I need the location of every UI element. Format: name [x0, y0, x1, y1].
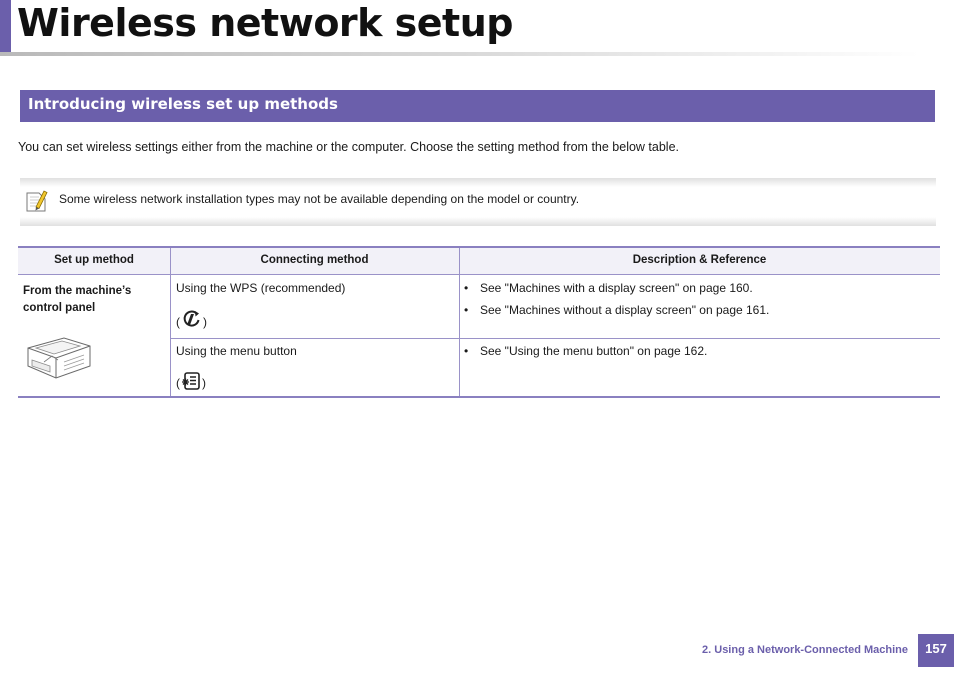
reference-text: See "Machines with a display screen" on page 160.	[480, 281, 753, 295]
table-column-divider	[170, 248, 171, 396]
printer-icon	[24, 332, 92, 382]
section-header	[20, 90, 935, 122]
setup-method-line2: control panel	[23, 302, 96, 314]
page-title: Wireless network setup	[17, 1, 513, 45]
menu-button-icon	[181, 372, 201, 390]
paren-close: )	[203, 315, 207, 329]
note-text: Some wireless network installation types may not be available depending on the model or country.	[59, 192, 580, 206]
table-column-divider	[459, 248, 460, 396]
wps-icon	[182, 309, 202, 329]
intro-paragraph: You can set wireless settings either from the machine or the computer. Choose the setting method from the below table.	[18, 140, 680, 154]
setup-method-line1: From the machine’s	[23, 285, 132, 297]
bullet: •	[464, 281, 469, 295]
paren-close: )	[202, 376, 206, 390]
paren-open: (	[176, 376, 180, 390]
footer-chapter: 2. Using a Network-Connected Machine	[702, 644, 908, 656]
table-row-divider	[170, 338, 940, 339]
reference-text: See "Using the menu button" on page 162.	[480, 344, 708, 358]
paren-open: (	[176, 315, 180, 329]
header-connecting-method: Connecting method	[260, 254, 369, 266]
title-divider	[0, 52, 920, 56]
title-accent-bar	[0, 0, 11, 52]
section-title: Introducing wireless set up methods	[28, 95, 338, 113]
header-description-reference: Description & Reference	[632, 254, 767, 266]
connecting-method-wps: Using the WPS (recommended)	[176, 281, 346, 295]
bullet: •	[464, 344, 469, 358]
table-bottom-border	[18, 396, 940, 398]
setup-methods-table	[18, 246, 940, 398]
connecting-method-menu: Using the menu button	[176, 344, 297, 358]
bullet: •	[464, 303, 469, 317]
table-header-divider	[18, 274, 940, 275]
reference-text: See "Machines without a display screen" on page 161.	[480, 303, 770, 317]
note-pencil-icon	[24, 188, 48, 214]
page-number: 157	[918, 634, 954, 667]
header-setup-method: Set up method	[54, 254, 134, 266]
note-box	[20, 178, 936, 226]
